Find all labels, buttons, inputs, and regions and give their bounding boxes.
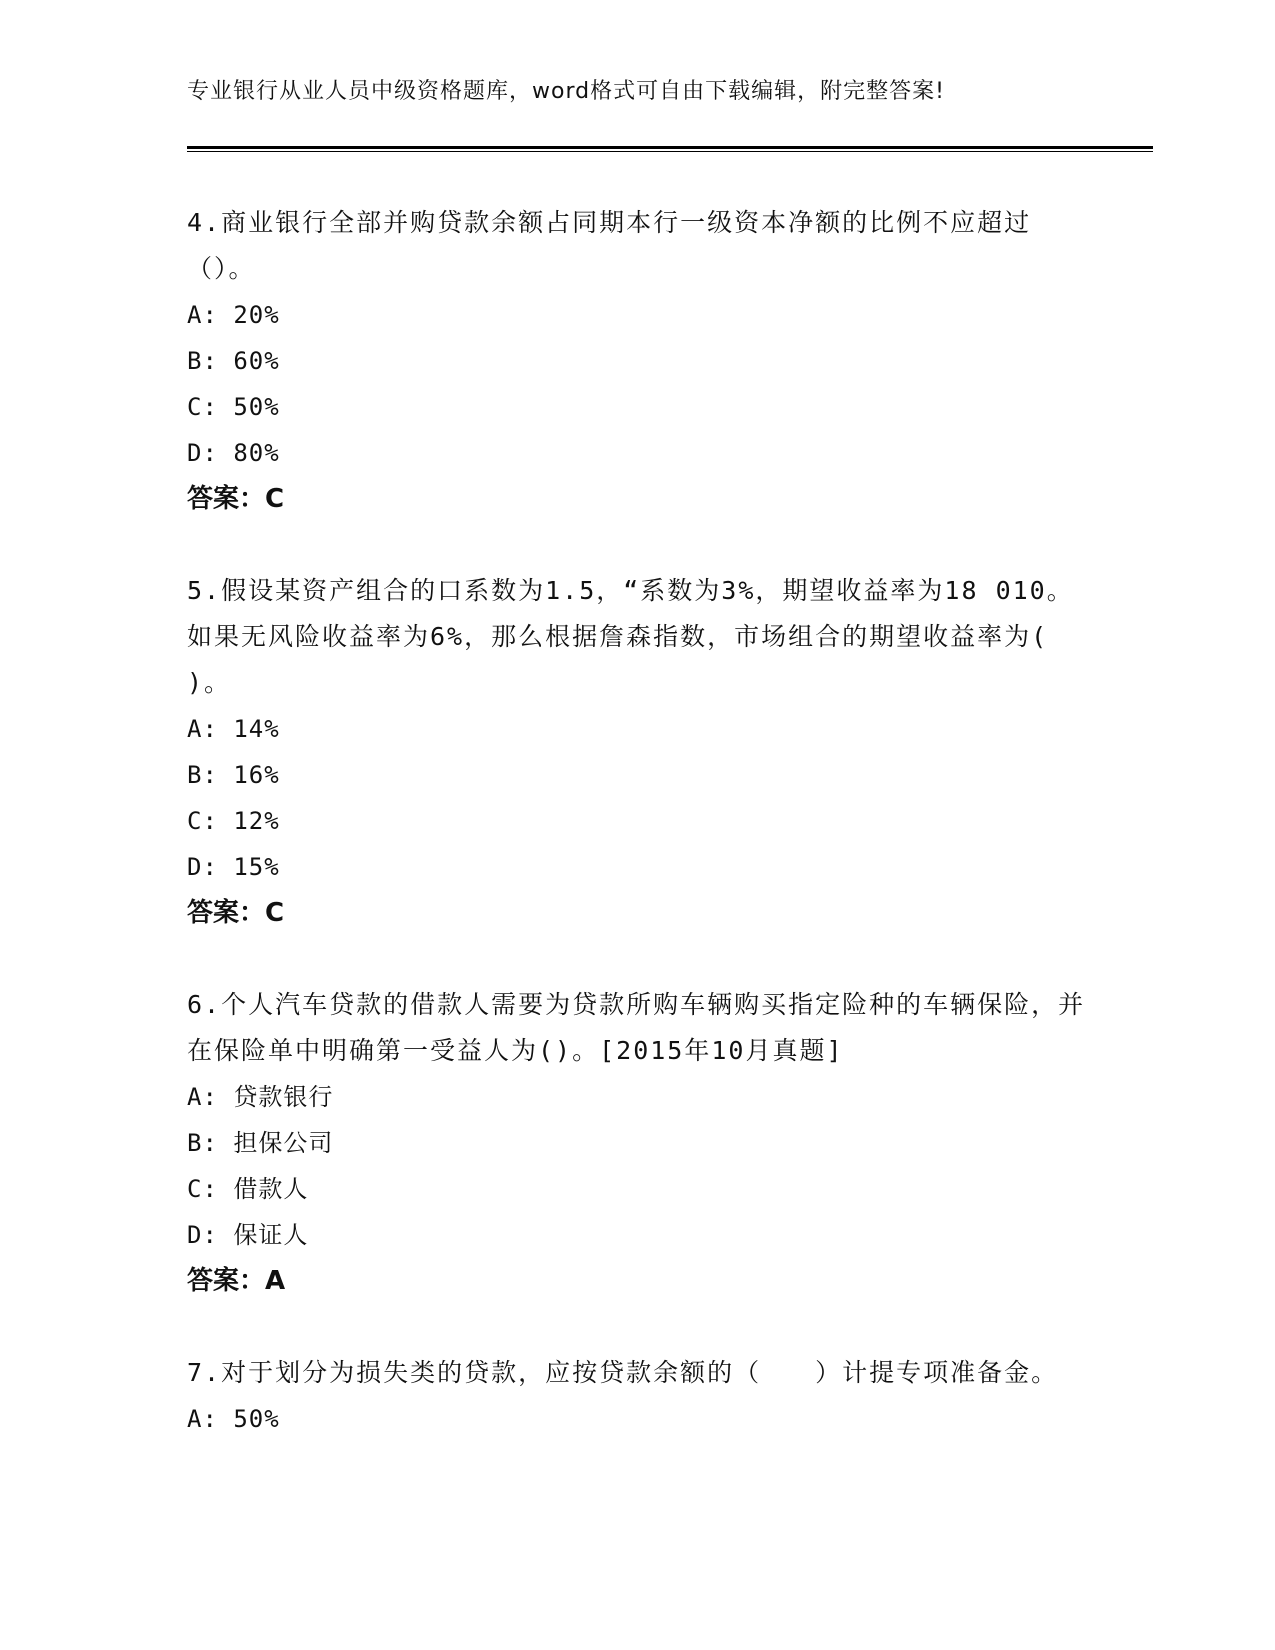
option-c: C: 50% [187,393,280,421]
option-d: D: 15% [187,853,280,881]
question-text: 6.个人汽车贷款的借款人需要为贷款所购车辆购买指定险种的车辆保险，并在保险单中明确第一受益人为()。[2015年10月真题] [187,990,1086,1065]
answer: 答案：C [187,484,285,514]
answer: 答案：A [187,1266,286,1296]
header-divider-thin [187,151,1153,152]
option-b: B: 担保公司 [187,1129,334,1157]
question-text: 7.对于划分为损失类的贷款，应按贷款余额的（ ）计提专项准备金。 [187,1358,1059,1387]
option-d: D: 80% [187,439,280,467]
option-a: A: 20% [187,301,280,329]
question-6 [187,982,1087,1304]
question-7 [187,1350,1087,1442]
page-header: 专业银行从业人员中级资格题库，word格式可自由下载编辑，附完整答案! [187,79,945,104]
option-a: A: 50% [187,1405,280,1433]
option-d: D: 保证人 [187,1221,309,1249]
option-a: A: 14% [187,715,280,743]
option-b: B: 16% [187,761,280,789]
question-list [187,200,1087,1442]
answer: 答案：C [187,898,285,928]
question-text: 5.假设某资产组合的口系数为1.5，“系数为3%，期望收益率为18 010。如果无风险收益率为6%，那么根据詹森指数，市场组合的期望收益率为( )。 [187,576,1074,697]
question-5 [187,568,1087,936]
option-a: A: 贷款银行 [187,1083,334,1111]
question-4 [187,200,1087,522]
option-c: C: 借款人 [187,1175,309,1203]
option-c: C: 12% [187,807,280,835]
question-text: 4.商业银行全部并购贷款余额占同期本行一级资本净额的比例不应超过（）。 [187,208,1032,283]
header-divider [187,146,1153,149]
option-b: B: 60% [187,347,280,375]
